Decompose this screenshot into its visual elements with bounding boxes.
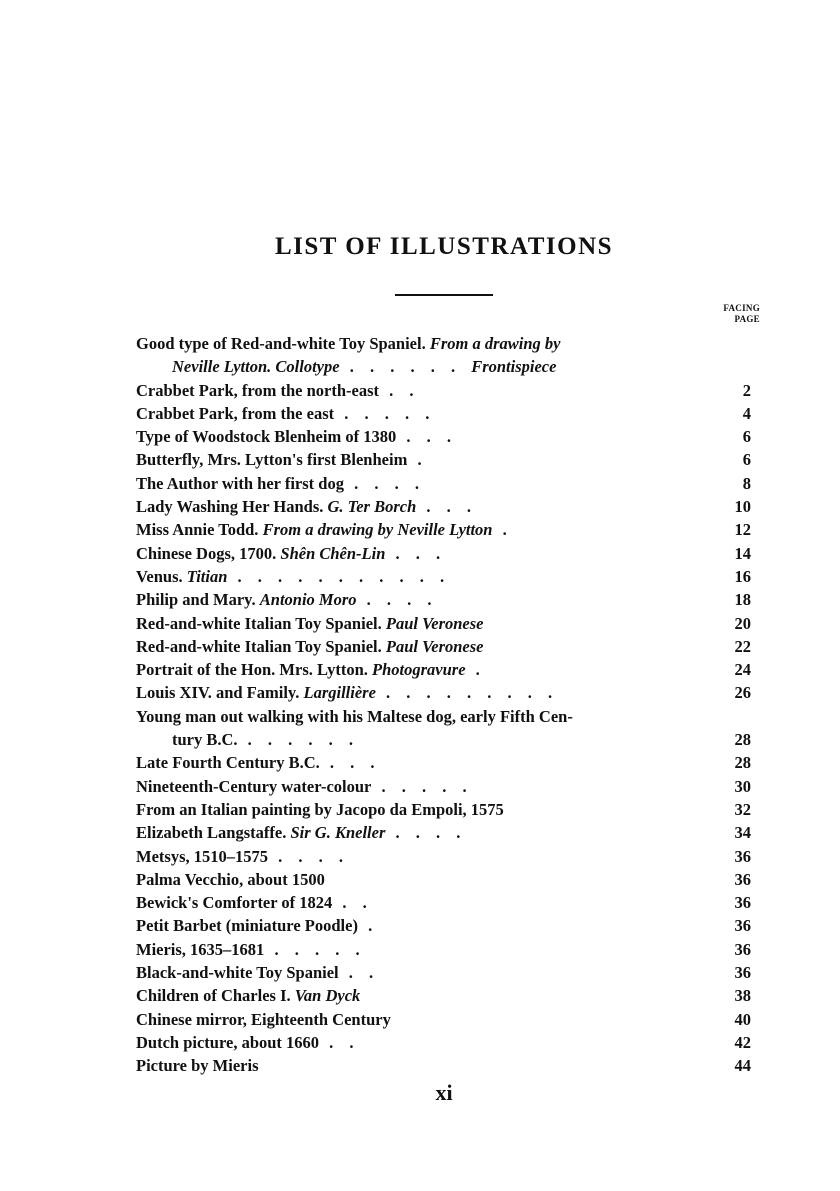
- entry-leader-dots: . . . .: [356, 590, 438, 610]
- entry-leader-dots: .: [492, 520, 513, 540]
- facing-label-line: PAGE: [734, 314, 760, 324]
- illustration-entry: [136, 1008, 751, 1031]
- entry-title: Philip and Mary.: [136, 590, 256, 610]
- page-number: xi: [435, 1080, 453, 1105]
- entry-attribution: Sir G. Kneller: [290, 823, 386, 843]
- entry-line: [136, 914, 751, 937]
- illustration-entry: [136, 612, 751, 635]
- entry-leader-dots: . . . . . . . . .: [375, 683, 559, 703]
- entry-title: Type of Woodstock Blenheim of 1380: [136, 427, 397, 447]
- entry-title: Crabbet Park, from the north-east: [136, 380, 380, 400]
- entry-title: Dutch picture, about 1660: [136, 1032, 320, 1052]
- entry-title: Picture by Mieris: [136, 1056, 259, 1076]
- entry-line: [136, 798, 751, 821]
- entry-title: Chinese Dogs, 1700.: [136, 543, 277, 563]
- entry-page-number: 8: [742, 473, 751, 493]
- entry-attribution: Van Dyck: [294, 986, 361, 1006]
- entry-leader-dots: . . .: [319, 753, 381, 773]
- entry-attribution: Antonio Moro: [259, 590, 357, 610]
- illustration-entry: [136, 565, 751, 588]
- entry-line: [136, 402, 751, 425]
- entry-title: Good type of Red-and-white Toy Spaniel.: [136, 334, 426, 353]
- entry-line: [136, 379, 751, 402]
- illustration-entry: [136, 938, 751, 961]
- entry-title: Crabbet Park, from the east: [136, 403, 335, 423]
- entry-line: [136, 891, 751, 914]
- entry-title: Red-and-white Italian Toy Spaniel.: [136, 613, 382, 633]
- illustration-entry: [136, 658, 751, 681]
- entry-leader-dots: . . . . . . . . . . .: [227, 566, 451, 586]
- entry-continuation-attribution: Neville Lytton. Collotype: [172, 357, 340, 377]
- entry-page-number: 10: [734, 497, 751, 517]
- illustration-entry: [136, 518, 751, 541]
- entry-title: From an Italian painting by Jacopo da Empoli, 1575: [136, 799, 504, 819]
- entry-line: [136, 821, 751, 844]
- entry-leader-dots: . . . .: [267, 846, 349, 866]
- entry-line: [136, 565, 751, 588]
- page-title: LIST OF ILLUSTRATIONS: [274, 233, 614, 260]
- illustration-entry: [136, 448, 751, 471]
- illustration-entry: [136, 402, 751, 425]
- illustration-entry: [136, 891, 751, 914]
- illustration-entry: [136, 542, 751, 565]
- entry-leader-dots: . . .: [416, 497, 478, 517]
- entry-line: [136, 938, 751, 961]
- entry-leader-dots: . . . .: [385, 823, 467, 843]
- entry-page-number: 6: [742, 427, 751, 447]
- entry-line: [136, 495, 751, 518]
- entry-title: Louis XIV. and Family.: [136, 683, 300, 703]
- title-rule: [395, 294, 493, 296]
- entry-page-number: 20: [734, 613, 751, 633]
- entry-leader-dots: . . . . . .: [339, 357, 472, 377]
- entry-page-number: 32: [734, 799, 751, 819]
- entry-line: [136, 681, 751, 704]
- entry-leader-dots: . . . .: [343, 473, 425, 493]
- illustration-entry: [136, 472, 751, 495]
- entry-leader-dots: . .: [332, 893, 373, 913]
- entry-page-number: 42: [734, 1032, 751, 1052]
- entry-line: [136, 1008, 751, 1031]
- entry-attribution: G. Ter Borch: [327, 497, 417, 517]
- entry-line: [136, 612, 751, 635]
- entry-page-number: 36: [734, 869, 751, 889]
- entry-title: Children of Charles I.: [136, 986, 291, 1006]
- entry-page-number: 6: [742, 450, 751, 470]
- entry-attribution: From a drawing by Neville Lytton: [262, 520, 493, 540]
- entry-page-number: 28: [734, 730, 751, 750]
- entry-continuation: [136, 728, 751, 751]
- entry-leader-dots: .: [357, 916, 379, 936]
- illustration-entry: [136, 1031, 751, 1054]
- entry-page-number: 34: [734, 823, 751, 843]
- entry-line: [136, 1031, 751, 1054]
- illustration-entry: [136, 681, 751, 704]
- entry-line: [136, 845, 751, 868]
- entry-title: Portrait of the Hon. Mrs. Lytton.: [136, 660, 368, 680]
- entry-leader-dots: .: [407, 450, 428, 470]
- illustration-entry: [136, 845, 751, 868]
- illustration-entry: [136, 332, 751, 379]
- entry-line: [136, 588, 751, 611]
- entry-page-number: 38: [734, 986, 751, 1006]
- entry-title: Nineteenth-Century water-colour: [136, 776, 372, 796]
- illustration-entry: [136, 425, 751, 448]
- entry-title: Late Fourth Century B.C.: [136, 753, 320, 773]
- illustration-entry: [136, 821, 751, 844]
- illustration-entry: [136, 984, 751, 1007]
- entry-title: Venus.: [136, 566, 183, 586]
- entry-page-number: 28: [734, 753, 751, 773]
- entry-title: Mieris, 1635–1681: [136, 939, 265, 959]
- entry-leader-dots: . . . . .: [334, 403, 436, 423]
- illustration-entry: [136, 588, 751, 611]
- entry-attribution: Largillière: [303, 683, 376, 703]
- entry-page-number: 2: [742, 380, 751, 400]
- entry-page-number: 30: [734, 776, 751, 796]
- entry-attribution: Photogravure: [372, 660, 466, 680]
- entry-attribution: From a drawing by: [429, 334, 561, 353]
- entry-page-number: 14: [734, 543, 751, 563]
- entry-page-number: 36: [734, 916, 751, 936]
- entry-leader-dots: . . .: [385, 543, 447, 563]
- entry-line: [136, 472, 751, 495]
- entry-page-number: 36: [734, 846, 751, 866]
- illustration-entry: [136, 751, 751, 774]
- entry-title: Red-and-white Italian Toy Spaniel.: [136, 636, 382, 656]
- illustration-entry: [136, 798, 751, 821]
- entry-continuation: [136, 355, 751, 378]
- entry-line: [136, 751, 751, 774]
- entry-title: Black-and-white Toy Spaniel: [136, 963, 339, 983]
- entry-line: [136, 635, 751, 658]
- entry-line: [136, 961, 751, 984]
- entry-page-number: 44: [734, 1056, 751, 1076]
- entry-line: [136, 775, 751, 798]
- illustration-entry: [136, 1054, 751, 1077]
- entry-page-number: 4: [742, 403, 751, 423]
- entry-title: Lady Washing Her Hands.: [136, 497, 324, 517]
- frontispiece-label: Frontispiece: [471, 357, 557, 377]
- entry-leader-dots: . .: [379, 380, 420, 400]
- entry-title: Palma Vecchio, about 1500: [136, 869, 325, 889]
- entry-attribution: Shên Chên-Lin: [280, 543, 386, 563]
- entry-line: [136, 332, 751, 355]
- entry-page-number: 40: [734, 1009, 751, 1029]
- entry-leader-dots: . .: [338, 963, 380, 983]
- entry-leader-dots: . . . . .: [264, 939, 366, 959]
- entry-attribution: Paul Veronese: [385, 636, 484, 656]
- illustration-entry: [136, 495, 751, 518]
- illustration-entry: [136, 379, 751, 402]
- entry-page-number: 26: [734, 683, 751, 703]
- entry-line: [136, 984, 751, 1007]
- entry-line: [136, 448, 751, 471]
- entry-title: Young man out walking with his Maltese dog, early Fifth Cen-: [136, 706, 573, 726]
- illustration-entry: [136, 914, 751, 937]
- entry-title: Butterfly, Mrs. Lytton's first Blenheim: [136, 450, 408, 470]
- entry-continuation-text: tury B.C.: [172, 730, 238, 750]
- entry-line: [136, 518, 751, 541]
- entry-title: Miss Annie Todd.: [136, 520, 259, 540]
- entry-leader-dots: . . . . . .: [237, 730, 360, 750]
- entry-line: [136, 705, 751, 728]
- entry-attribution: Titian: [186, 566, 228, 586]
- illustration-entry: [136, 961, 751, 984]
- entry-page-number: 36: [734, 939, 751, 959]
- entry-line: [136, 868, 751, 891]
- entry-page-number: 24: [734, 660, 751, 680]
- entry-page-number: 36: [734, 963, 751, 983]
- entry-title: The Author with her first dog: [136, 473, 344, 493]
- illustrations-list: [136, 332, 751, 1078]
- illustration-entry: [136, 775, 751, 798]
- entry-line: [136, 658, 751, 681]
- entry-line: [136, 542, 751, 565]
- entry-line: [136, 425, 751, 448]
- entry-leader-dots: . . .: [396, 427, 457, 447]
- entry-title: Bewick's Comforter of 1824: [136, 893, 333, 913]
- entry-attribution: Paul Veronese: [385, 613, 484, 633]
- entry-page-number: 12: [734, 520, 751, 540]
- entry-title: Chinese mirror, Eighteenth Century: [136, 1009, 391, 1029]
- entry-line: [136, 1054, 751, 1077]
- facing-label-line: FACING: [723, 303, 760, 313]
- entry-page-number: 16: [734, 566, 751, 586]
- entry-title: Metsys, 1510–1575: [136, 846, 268, 866]
- entry-page-number: 18: [734, 590, 751, 610]
- entry-title: Petit Barbet (miniature Poodle): [136, 916, 358, 936]
- entry-page-number: 36: [734, 893, 751, 913]
- illustration-entry: [136, 868, 751, 891]
- illustration-entry: [136, 635, 751, 658]
- entry-leader-dots: . .: [319, 1032, 360, 1052]
- illustration-entry: [136, 705, 751, 752]
- entry-leader-dots: .: [465, 660, 486, 680]
- entry-title: Elizabeth Langstaffe.: [136, 823, 287, 843]
- facing-page-label: [690, 303, 760, 325]
- entry-page-number: 22: [734, 636, 751, 656]
- entry-leader-dots: . . . . .: [371, 776, 473, 796]
